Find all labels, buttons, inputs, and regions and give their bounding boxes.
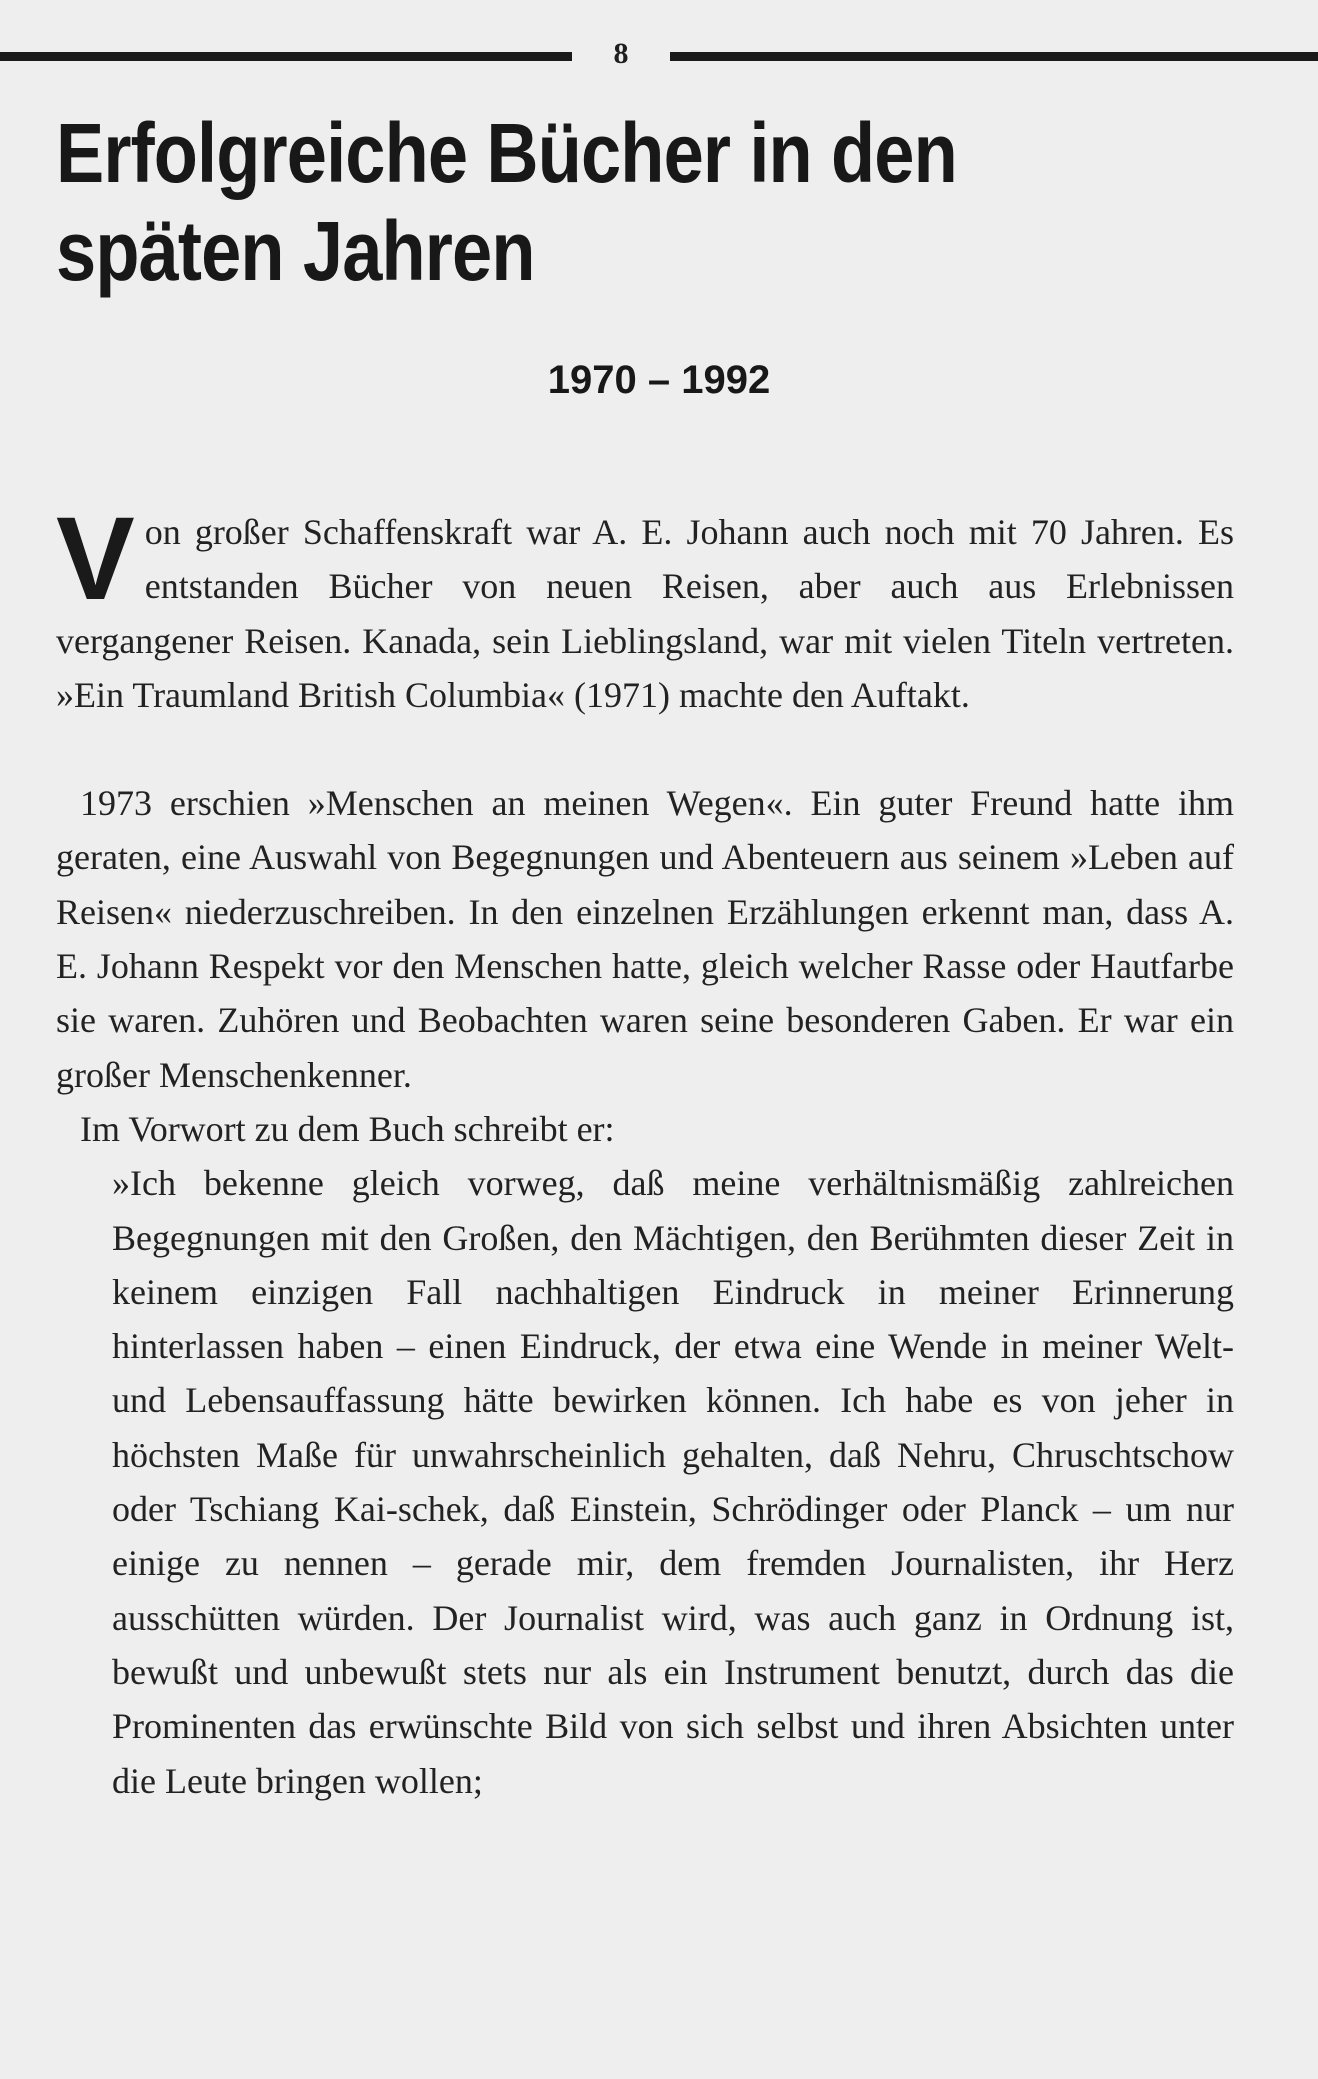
header-rule-right [670, 52, 1318, 61]
drop-cap: V [56, 493, 135, 625]
quote-block: »Ich bekenne gleich vorweg, daß meine verhältnismäßig zahlreichen Begegnungen mit den Großen, den Mächtigen, den Berühmten dieser Zeit in keinem einzigen Fall nachhaltigen Eindruck in meiner Erinnerung hinterlassen haben – einen Eindruck, der etwa eine Wende in meiner Welt- und Lebensauffassung hätte bewirken können. Ich habe es von jeher in höchsten Maße für unwahrscheinlich gehalten, daß Nehru, Chruschtschow oder Tschiang Kai-schek, daß Einstein, Schrödinger oder Planck – um nur einige zu nennen – gerade mir, dem fremden Journalisten, ihr Herz ausschütten würden. Der Journalist wird, was auch ganz in Ordnung ist, bewußt und unbewußt stets nur als ein Instrument benutzt, durch das die Prominenten das erwünschte Bild von sich selbst und ihren Absichten unter die Leute bringen wollen; [112, 1163, 1234, 1801]
paragraph-vorwort-intro: Im Vorwort zu dem Buch schreibt er: [80, 1108, 615, 1149]
chapter-title: Erfolgreiche Bücher in den späten Jahren [56, 106, 957, 298]
header-rule-left [0, 52, 572, 61]
page-number: 8 [613, 37, 629, 70]
paragraph-intro [56, 493, 1234, 722]
body-text [56, 493, 1234, 1808]
paragraph-intro-text: on großer Schaffenskraft war A. E. Johann auch noch mit 70 Jahren. Es entstanden Bücher von neuen Reisen, aber auch aus Erlebnissen vergangener Reisen. Kanada, sein Lieblingsland, war mit vielen Titeln vertreten. »Ein Traumland British Columbia« (1971) machte den Auftakt. [56, 512, 1234, 715]
chapter-subtitle-years: 1970 – 1992 [547, 358, 771, 402]
paragraph-menschen: 1973 erschien »Menschen an meinen Wegen«. Ein guter Freund hatte ihm geraten, eine Auswahl von Begegnungen und Abenteuern aus seinem »Leben auf Reisen« niederzuschreiben. In den einzelnen Erzählungen erkennt man, dass A. E. Johann Respekt vor den Menschen hatte, gleich welcher Rasse oder Hautfarbe sie waren. Zuhören und Beobachten waren seine besonderen Gaben. Er war ein großer Menschenkenner. [56, 783, 1234, 1095]
